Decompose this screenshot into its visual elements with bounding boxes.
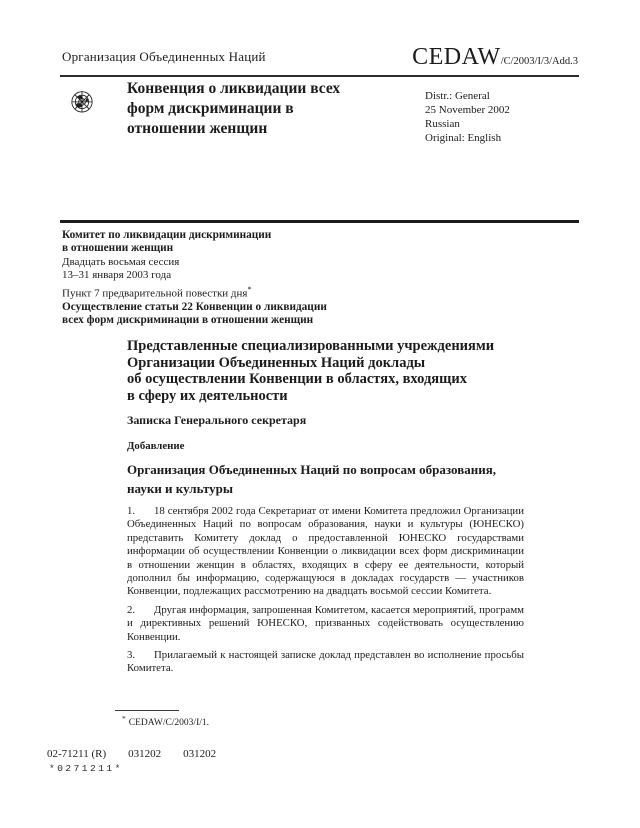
org-name: Организация Объединенных Наций <box>62 49 266 64</box>
paragraph-text: 18 сентября 2002 года Секретариат от имени Комитета предложил Организации Объединенных Наций по вопросам образования, науки и культуры (ЮНЕСКО) представить Комитету доклад о предоставленной ЮНЕСКО государствами информации об осуществлении Конвенции о ликвидации всех форм дискриминации в отношении женщин в областях, входящих в сферу ее деятельности, который дополнил бы информацию, содержащуюся в докладах государств — участников Конвенции, подлежащих рассмотрению на двадцать восьмой сессии Комитета. <box>127 505 524 598</box>
section-heading <box>127 461 547 498</box>
convention-title <box>127 79 367 139</box>
document-title-line: об осуществлении Конвенции в областях, входящих <box>127 371 467 387</box>
agenda-item <box>62 283 327 301</box>
paragraph-number: 2. <box>127 603 136 616</box>
footnote-rule <box>115 710 179 711</box>
paragraph <box>127 505 524 599</box>
body-paragraphs <box>127 505 524 681</box>
agenda-item-title: Осуществление статьи 22 Конвенции о ликвидации <box>62 300 327 313</box>
paragraph-number: 3. <box>127 649 136 662</box>
addendum-label: Добавление <box>127 440 185 452</box>
distr-line: 25 November 2002 <box>425 104 510 116</box>
footer-date: 031202 <box>183 748 217 760</box>
agenda-item-title: всех форм дискриминации в отношении женщин <box>62 314 314 327</box>
section-heading-line: Организация Объединенных Наций по вопросам образования, <box>127 462 496 477</box>
document-title-line: в сферу их деятельности <box>127 387 288 404</box>
document-subtitle: Записка Генерального секретаря <box>127 413 307 427</box>
footer-date: 031202 <box>128 748 162 760</box>
un-emblem-icon <box>57 80 107 130</box>
distr-line: Russian <box>425 118 460 130</box>
convention-title-line: отношении женщин <box>127 120 268 137</box>
footnote <box>122 714 209 728</box>
session-line: Двадцать восьмая сессия <box>62 255 180 268</box>
session-dates: 13–31 января 2003 года <box>62 269 172 282</box>
distribution-block <box>425 89 510 145</box>
document-symbol-suffix: /C/2003/I/3/Add.3 <box>500 56 578 67</box>
agenda-item-text: Пункт 7 предварительной повестки дня <box>62 287 248 300</box>
paragraph-text: Другая информация, запрошенная Комитетом, касается мероприятий, программ и директивных решений ЮНЕСКО, призванных содействовать осуществлению Конвенции. <box>127 603 524 643</box>
document-title-line: Представленные специализированными учреждениями <box>127 338 495 354</box>
job-number: 02-71211 (R) <box>47 748 107 760</box>
paragraph <box>127 649 524 676</box>
document-symbol <box>412 44 578 71</box>
distr-line: Distr.: General <box>425 90 490 102</box>
section-heading-line: науки и культуры <box>127 480 234 496</box>
document-title <box>127 338 547 404</box>
distr-line: Original: English <box>425 132 502 144</box>
paragraph <box>127 604 524 644</box>
barcode-text: *0271211* <box>49 763 123 774</box>
document-title-line: Организации Объединенных Наций доклады <box>127 354 426 371</box>
footnote-marker: * <box>247 284 252 294</box>
paragraph-number: 1. <box>127 505 136 517</box>
footnote-text: CEDAW/C/2003/I/1. <box>128 718 209 729</box>
header-rule <box>60 75 579 77</box>
committee-block <box>62 229 327 328</box>
convention-title-line: Конвенция о ликвидации всех <box>127 80 341 97</box>
paragraph-text: Прилагаемый к настоящей записке доклад представлен во исполнение просьбы Комитета. <box>127 649 524 675</box>
convention-title-line: форм дискриминации в <box>127 100 294 117</box>
document-symbol-main: CEDAW <box>412 44 501 70</box>
footnote-marker: * <box>122 714 126 723</box>
committee-name: в отношении женщин <box>62 242 174 255</box>
footer-job-line <box>47 748 216 760</box>
committee-name: Комитет по ликвидации дискриминации <box>62 229 272 241</box>
section-divider-rule <box>60 220 579 223</box>
